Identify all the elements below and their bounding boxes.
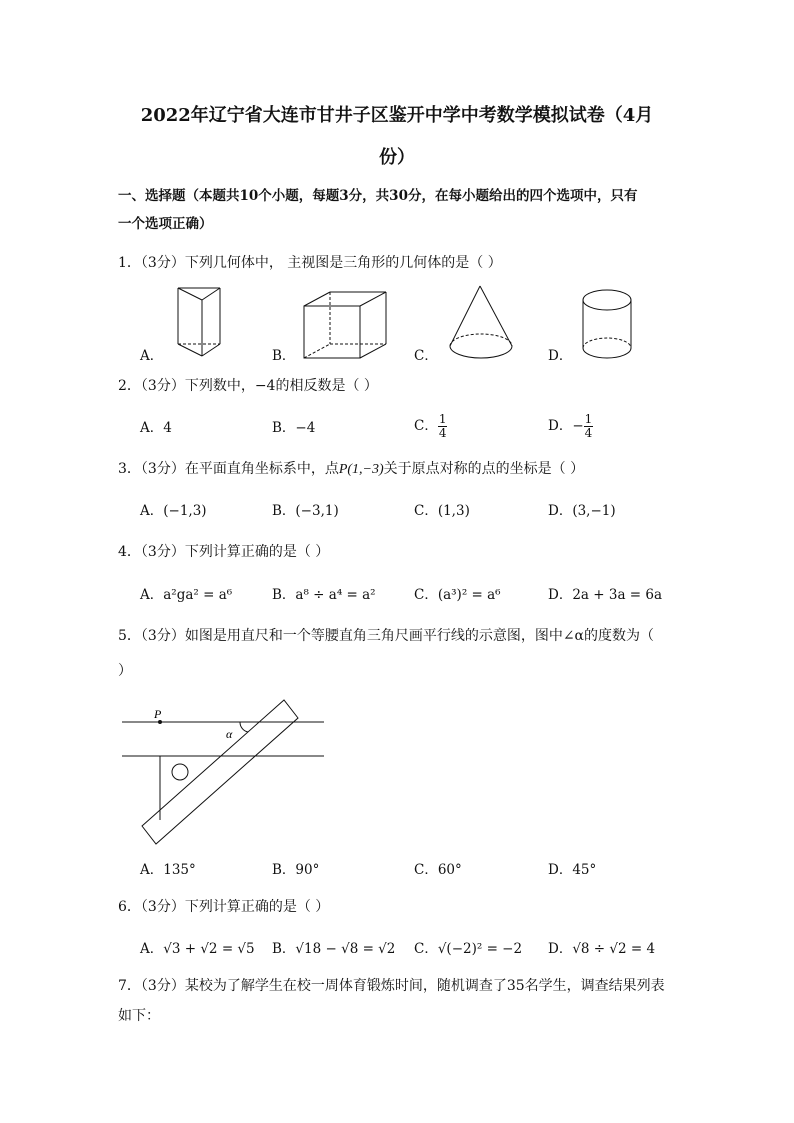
q3-option-d[interactable]: D．(3,−1) (548, 503, 616, 519)
q6-option-a[interactable]: A．√3 + √2 = √5 (140, 941, 255, 957)
q2-option-c[interactable] (414, 413, 447, 440)
question-7-stem-line2: 如下： (118, 1008, 160, 1024)
ruler-triangle-figure (120, 696, 330, 846)
section-heading-line1: 一、选择题（本题共10个小题，每题3分，共30分，在每小题给出的四个选项中，只有 (118, 188, 638, 204)
section-heading-line2: 一个选项正确） (118, 216, 213, 232)
triangular-prism-icon (170, 284, 230, 364)
question-5-stem-line1: 5．（3分）如图是用直尺和一个等腰直角三角尺画平行线的示意图，图中∠α的度数为（ (118, 628, 654, 644)
q2-option-b[interactable]: B．−4 (272, 420, 316, 436)
question-5-stem-line2: ） (118, 663, 132, 679)
q3-option-b[interactable]: B．(−3,1) (272, 503, 339, 519)
q3-stem-pre: 3．（3分）在平面直角坐标系中，点 (118, 461, 339, 477)
question-6-stem: 6．（3分）下列计算正确的是（ ） (118, 899, 330, 915)
fraction-denominator: 4 (584, 426, 593, 440)
question-3-stem (118, 459, 584, 480)
fraction (584, 413, 594, 440)
q4-option-a[interactable]: A．a²ga² = a⁶ (140, 587, 233, 603)
q2-option-d[interactable] (548, 413, 593, 440)
fraction-numerator: 1 (438, 412, 447, 426)
set-square-hole (172, 764, 188, 780)
q5-option-b[interactable]: B．90° (272, 862, 320, 878)
angle-alpha-label: α (226, 727, 233, 741)
cube-icon (302, 290, 392, 362)
q1-option-b[interactable]: B． (272, 348, 296, 364)
question-4-stem: 4．（3分）下列计算正确的是（ ） (118, 544, 330, 560)
q1-option-d[interactable]: D． (548, 348, 573, 364)
question-2-stem: 2．（3分）下列数中，−4的相反数是（ ） (118, 378, 378, 394)
q4-option-d[interactable]: D．2a + 3a = 6a (548, 587, 663, 603)
q4-option-b[interactable]: B．a⁸ ÷ a⁴ = a² (272, 587, 376, 603)
q6-option-c[interactable]: C．√(−2)² = −2 (414, 941, 523, 957)
q1-option-c[interactable]: C． (414, 348, 438, 364)
cone-icon (446, 284, 518, 366)
question-1-stem: 1．（3分）下列几何体中， 主视图是三角形的几何体的是（ ） (118, 255, 502, 271)
exam-title-line1: 2022年辽宁省大连市甘井子区鉴开中学中考数学模拟试卷（4月 (140, 105, 654, 126)
q5-option-d[interactable]: D．45° (548, 862, 597, 878)
q6-option-b[interactable]: B．√18 − √8 = √2 (272, 941, 396, 957)
q2-option-c-label: C． (414, 418, 438, 434)
q2-option-a[interactable]: A．4 (140, 420, 172, 436)
q3-point: P(1,−3) (338, 462, 384, 477)
cylinder-icon (580, 288, 634, 364)
q3-stem-post: 关于原点对称的点的坐标是（ ） (383, 461, 585, 477)
question-7-stem-line1: 7．（3分）某校为了解学生在校一周体育锻炼时间，随机调查了35名学生，调查结果列表 (118, 978, 665, 994)
q4-option-c[interactable]: C．(a³)² = a⁶ (414, 587, 501, 603)
q3-option-c[interactable]: C．(1,3) (414, 503, 470, 519)
point-p-label: P (154, 707, 162, 721)
q6-option-d[interactable]: D．√8 ÷ √2 = 4 (548, 941, 656, 957)
fraction (438, 413, 448, 440)
q1-option-a[interactable]: A． (140, 348, 164, 364)
q5-option-a[interactable]: A．135° (140, 862, 196, 878)
q3-option-a[interactable]: A．(−1,3) (140, 503, 207, 519)
q5-option-c[interactable]: C．60° (414, 862, 462, 878)
angle-alpha-arc (240, 722, 248, 732)
exam-title-line2: 份） (379, 147, 415, 168)
q2-option-d-label: D．− (548, 418, 584, 434)
fraction-denominator: 4 (438, 426, 447, 440)
fraction-numerator: 1 (584, 412, 593, 426)
